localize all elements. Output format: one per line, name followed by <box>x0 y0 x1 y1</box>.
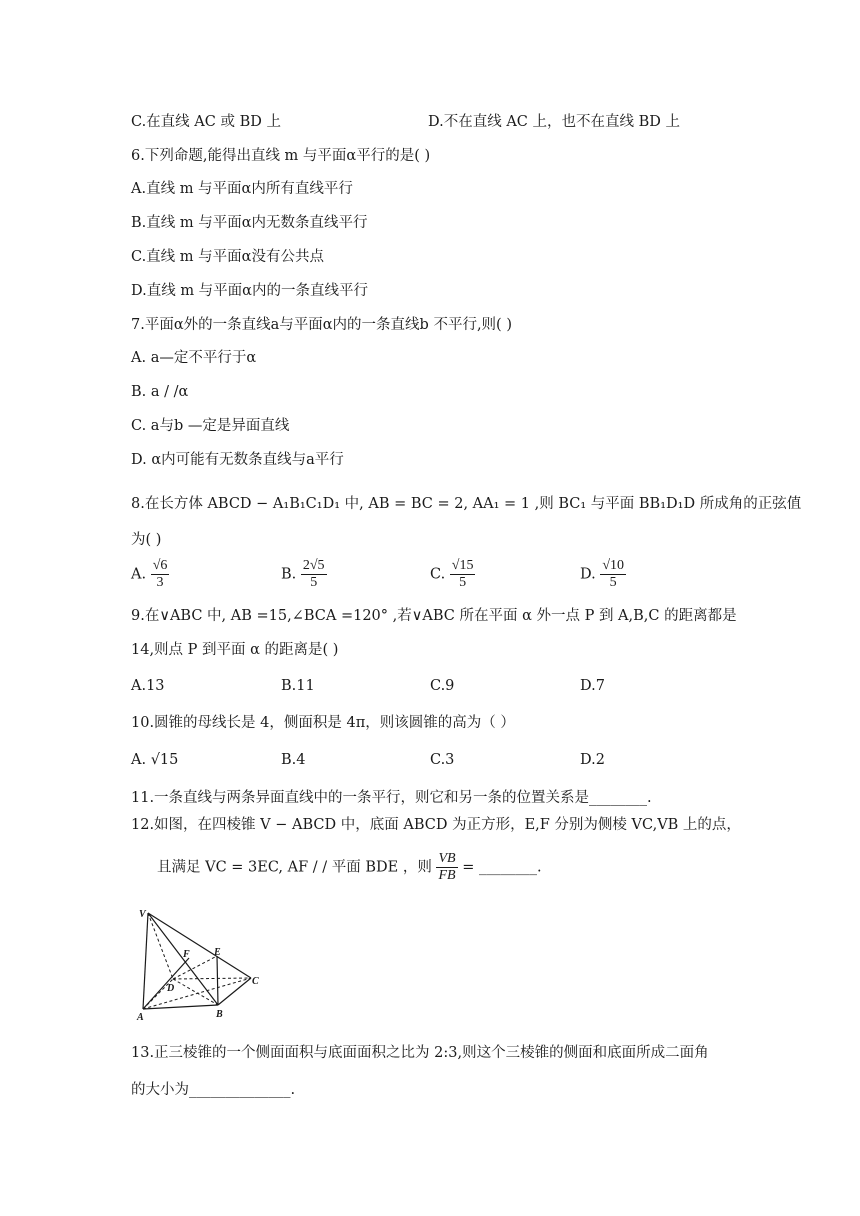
edge-af <box>143 958 189 1009</box>
q9-stem-cont: 14,则点 P 到平面 α 的距离是( ) <box>131 642 339 658</box>
q8-option-d-label: D. <box>580 566 596 583</box>
q8-option-d-numerator: √10 <box>602 558 625 573</box>
q11-stem: 11.一条直线与两条异面直线中的一条平行，则它和另一条的位置关系是________. <box>131 790 652 806</box>
edge-vc <box>148 913 251 978</box>
q8-option-c-numerator: √15 <box>451 558 474 573</box>
q10-stem: 10.圆锥的母线长是 4，侧面积是 4π，则该圆锥的高为（ ） <box>131 715 515 731</box>
q12-stem-cont <box>157 851 542 884</box>
q8-option-c-label: C. <box>430 566 446 583</box>
vertex-label-v: V <box>139 909 146 920</box>
q8-option-b-label: B. <box>281 566 297 583</box>
vertex-label-d: D <box>167 983 175 994</box>
q10-option-c: C.3 <box>430 752 455 768</box>
q12-ratio-fraction <box>436 851 457 884</box>
q8-stem: 8.在长方体 ABCD − A₁B₁C₁D₁ 中, AB = BC = 2, AA₁ = 1 ,则 BC₁ 与平面 BB₁D₁D 所成角的正弦值 <box>131 496 802 512</box>
pyramid-figure <box>133 905 263 1021</box>
q9-option-c: C.9 <box>430 678 455 694</box>
q8-option-b <box>281 558 327 591</box>
vertex-label-b: B <box>216 1009 223 1020</box>
q12-answer-blank: = ________. <box>462 859 542 876</box>
q10-option-d: D.2 <box>580 752 605 768</box>
q10-option-b: B.4 <box>281 752 306 768</box>
q13-stem-cont: 的大小为______________. <box>131 1082 296 1098</box>
vertex-label-f: F <box>183 949 190 960</box>
q6-stem: 6.下列命题,能得出直线 m 与平面α平行的是( ) <box>131 148 431 164</box>
q9-option-d: D.7 <box>580 678 605 694</box>
q12-stem: 12.如图，在四棱锥 V − ABCD 中，底面 ABCD 为正方形，E,F 分别为侧棱 VC,VB 上的点， <box>131 817 741 833</box>
q8-option-a <box>131 558 169 591</box>
q8-option-d <box>580 558 626 591</box>
q8-option-c <box>430 558 475 591</box>
edge-va <box>143 913 148 1009</box>
q8-option-a-fraction <box>151 558 170 591</box>
vertex-label-a: A <box>137 1012 144 1021</box>
q5-option-c: C.在直线 AC 或 BD 上 <box>131 114 281 130</box>
q8-option-b-fraction <box>301 558 327 591</box>
q8-option-b-numerator: 2√5 <box>302 558 325 573</box>
q13-stem: 13.正三棱锥的一个侧面面积与底面面积之比为 2:3,则这个三棱锥的侧面和底面所成二面角 <box>131 1045 709 1061</box>
q8-option-c-fraction <box>450 558 476 591</box>
vertex-label-c: C <box>252 976 259 987</box>
edge-bc <box>218 978 251 1005</box>
edge-db <box>173 979 218 1005</box>
q8-option-d-fraction <box>600 558 626 591</box>
q9-option-b: B.11 <box>281 678 315 694</box>
q7-stem: 7.平面α外的一条直线a与平面α内的一条直线b 不平行,则( ) <box>131 317 512 333</box>
q8-option-b-denominator: 5 <box>310 575 318 590</box>
q12-ratio-denominator: FB <box>438 868 456 883</box>
q6-option-a: A.直线 m 与平面α内所有直线平行 <box>131 181 353 197</box>
q7-option-b: B. a / /α <box>131 384 189 400</box>
q9-stem: 9.在∨ABC 中, AB =15,∠BCA =120° ,若∨ABC 所在平面 α 外一点 P 到 A,B,C 的距离都是 <box>131 608 737 624</box>
q10-option-a: A. √15 <box>131 752 179 768</box>
q7-option-d: D. α内可能有无数条直线与a平行 <box>131 452 344 468</box>
q12-condition-text: 且满足 VC = 3EC, AF / / 平面 BDE ，则 <box>157 859 432 876</box>
q8-option-d-denominator: 5 <box>609 575 617 590</box>
q9-option-a: A.13 <box>131 678 165 694</box>
q6-option-b: B.直线 m 与平面α内无数条直线平行 <box>131 215 368 231</box>
q5-option-d: D.不在直线 AC 上，也不在直线 BD 上 <box>428 114 681 130</box>
q8-option-c-denominator: 5 <box>459 575 467 590</box>
q7-option-a: A. a—定不平行于α <box>131 350 257 366</box>
q8-option-a-denominator: 3 <box>156 575 164 590</box>
q8-option-a-numerator: √6 <box>152 558 168 573</box>
q7-option-c: C. a与b —定是异面直线 <box>131 418 290 434</box>
edge-vd <box>148 913 173 979</box>
edge-be <box>217 956 218 1005</box>
vertex-label-e: E <box>214 947 221 958</box>
q8-option-a-label: A. <box>131 566 147 583</box>
edge-dc <box>173 978 251 979</box>
q8-stem-cont: 为( ) <box>131 532 162 548</box>
q6-option-d: D.直线 m 与平面α内的一条直线平行 <box>131 283 368 299</box>
q6-option-c: C.直线 m 与平面α没有公共点 <box>131 249 324 265</box>
q12-ratio-numerator: VB <box>438 851 456 866</box>
